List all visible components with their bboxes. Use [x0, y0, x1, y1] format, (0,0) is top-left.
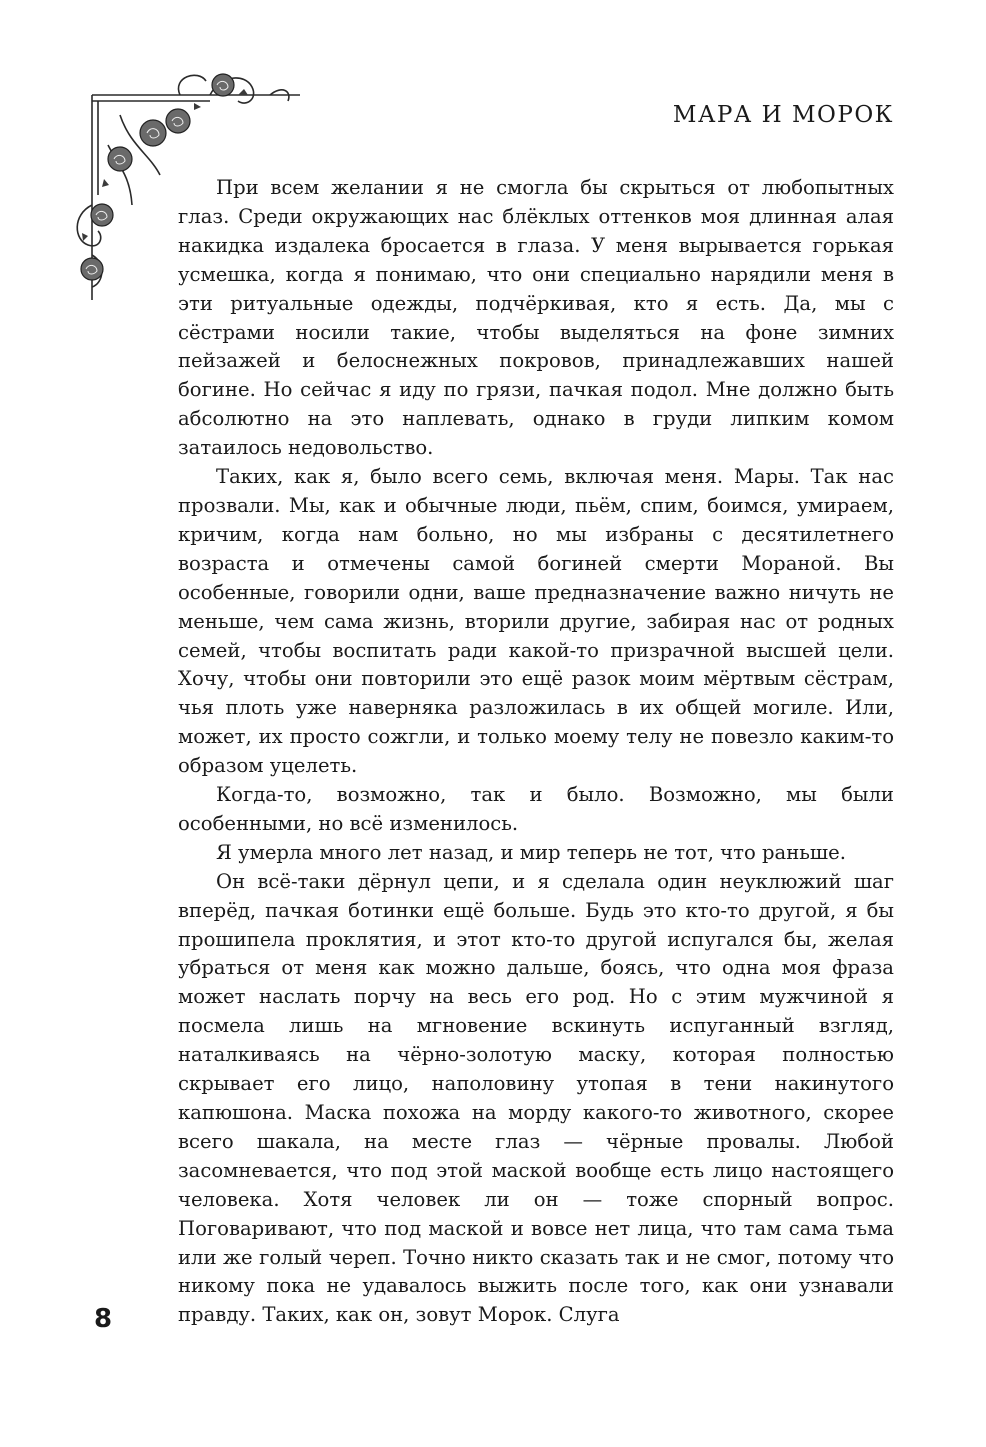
page-number: 8 — [94, 1304, 113, 1334]
paragraph: Когда-то, возможно, так и было. Возможно, мы были особенными, но всё изменилось. — [178, 783, 894, 835]
paragraph: При всем желании я не смогла бы скрыться от любопытных глаз. Среди окружающих нас блёклых оттенков моя длинная алая накидка издалека бросается в глаза. У меня вырывается горькая усмешка, когда я понимаю, что они специально нарядили меня в эти ритуальные одежды, подчёркивая, кто я есть. Да, мы с сёстрами носили такие, чтобы выделяться на фоне зимних пейзажей и белоснежных покровов, принадлежавших нашей богине. Но сейчас я иду по грязи, пачкая подол. Мне должно быть абсолютно на это наплевать, однако в груди липким комом затаилось недовольство. — [178, 176, 894, 460]
paragraph: Я умерла много лет назад, и мир теперь не тот, что раньше. — [216, 840, 846, 864]
paragraph: Он всё-таки дёрнул цепи, и я сделала один неуклюжий шаг вперёд, пачкая ботинки ещё больше. Будь это кто-то другой, я бы прошипела проклятия, и этот кто-то другой испугался бы, желая убраться от меня как можно дальше, боясь, что одна моя фраза может наслать порчу на весь его род. Но с этим мужчиной я посмела лишь на мгновение вскинуть испуганный взгляд, наталкиваясь на чёрно-золотую маску, которая полностью скрывает его лицо, наполовину утопая в тени накинутого капюшона. Маска похожа на морду какого-то животного, скорее всего шакала, на месте глаз — чёрные провалы. Любой засомневается, что под этой маской вообще есть лицо настоящего человека. Хотя человек ли он — тоже спорный вопрос. Поговаривают, что под маской и вовсе нет лица, что там сама тьма или же голый череп. Точно никто сказать так и не смог, потому что никому пока не удавалось выжить после того, как они узнавали правду. Таких, как он, зовут Морок. Слуга — [178, 869, 894, 1327]
body-text — [178, 174, 894, 1330]
paragraph: Таких, как я, было всего семь, включая меня. Мары. Так нас прозвали. Мы, как и обычные люди, пьём, спим, боимся, умираем, кричим, когда нам больно, но мы избраны с десятилетнего возраста и отмечены самой богиней смерти Мораной. Вы особенные, говорили одни, ваше предназначение важно ничуть не меньше, чем сама жизнь, вторили другие, забирая нас от родных семей, чтобы воспитать ради какой-то призрачной высшей цели. Хочу, чтобы они повторили это ещё разок моим мёртвым сёстрам, чья плоть уже наверняка разложилась в их общей могиле. Или, может, их просто сожгли, и только моему телу не повезло каким-то образом уцелеть. — [178, 465, 894, 778]
running-head: МАРА И МОРОК — [672, 102, 894, 128]
